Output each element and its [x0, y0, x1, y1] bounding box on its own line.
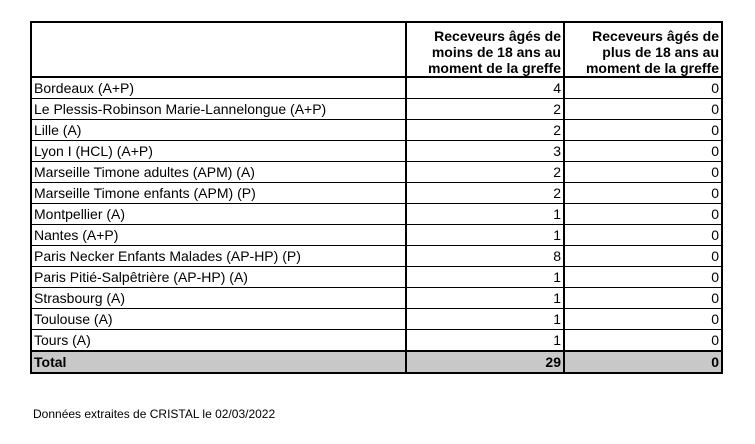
cell-centre: Paris Necker Enfants Malades (AP-HP) (P)	[31, 246, 406, 267]
cell-over-18: 0	[564, 246, 722, 267]
cell-under-18: 1	[406, 330, 564, 352]
transplant-recipients-table	[30, 21, 723, 374]
cell-centre: Toulouse (A)	[31, 309, 406, 330]
cell-centre: Nantes (A+P)	[31, 225, 406, 246]
table-row	[31, 225, 722, 246]
cell-under-18: 3	[406, 141, 564, 162]
total-over-18: 0	[564, 351, 722, 373]
total-under-18: 29	[406, 351, 564, 373]
header-over-18: Receveurs âgés de plus de 18 ans au moment de la greffe	[564, 22, 722, 77]
table-row	[31, 309, 722, 330]
table-row	[31, 288, 722, 309]
cell-under-18: 2	[406, 99, 564, 120]
header-centre	[31, 22, 406, 77]
cell-over-18: 0	[564, 330, 722, 352]
header-under-18: Receveurs âgés de moins de 18 ans au moment de la greffe	[406, 22, 564, 77]
cell-centre: Lille (A)	[31, 120, 406, 141]
cell-centre: Marseille Timone enfants (APM) (P)	[31, 183, 406, 204]
total-row	[31, 351, 722, 373]
cell-centre: Strasbourg (A)	[31, 288, 406, 309]
cell-under-18: 2	[406, 162, 564, 183]
cell-over-18: 0	[564, 162, 722, 183]
cell-over-18: 0	[564, 267, 722, 288]
table-row	[31, 330, 722, 352]
cell-centre: Bordeaux (A+P)	[31, 77, 406, 99]
table-row	[31, 204, 722, 225]
cell-centre: Lyon I (HCL) (A+P)	[31, 141, 406, 162]
cell-over-18: 0	[564, 120, 722, 141]
cell-centre: Le Plessis-Robinson Marie-Lannelongue (A+P)	[31, 99, 406, 120]
cell-under-18: 1	[406, 204, 564, 225]
cell-centre: Marseille Timone adultes (APM) (A)	[31, 162, 406, 183]
cell-over-18: 0	[564, 204, 722, 225]
cell-over-18: 0	[564, 99, 722, 120]
table-row	[31, 246, 722, 267]
cell-under-18: 4	[406, 77, 564, 99]
cell-over-18: 0	[564, 141, 722, 162]
cell-under-18: 2	[406, 183, 564, 204]
cell-centre: Paris Pitié-Salpêtrière (AP-HP) (A)	[31, 267, 406, 288]
cell-under-18: 1	[406, 267, 564, 288]
cell-under-18: 1	[406, 288, 564, 309]
cell-over-18: 0	[564, 225, 722, 246]
table-row	[31, 141, 722, 162]
cell-over-18: 0	[564, 77, 722, 99]
cell-centre: Tours (A)	[31, 330, 406, 352]
total-label: Total	[31, 351, 406, 373]
table-row	[31, 162, 722, 183]
cell-centre: Montpellier (A)	[31, 204, 406, 225]
cell-under-18: 8	[406, 246, 564, 267]
cell-under-18: 1	[406, 309, 564, 330]
table-row	[31, 77, 722, 99]
table-row	[31, 267, 722, 288]
table-header-row	[31, 22, 722, 77]
data-table-container	[30, 21, 721, 374]
cell-over-18: 0	[564, 288, 722, 309]
table-row	[31, 120, 722, 141]
cell-under-18: 2	[406, 120, 564, 141]
source-note: Données extraites de CRISTAL le 02/03/2022	[33, 407, 276, 421]
cell-over-18: 0	[564, 183, 722, 204]
table-row	[31, 183, 722, 204]
cell-under-18: 1	[406, 225, 564, 246]
table-row	[31, 99, 722, 120]
cell-over-18: 0	[564, 309, 722, 330]
